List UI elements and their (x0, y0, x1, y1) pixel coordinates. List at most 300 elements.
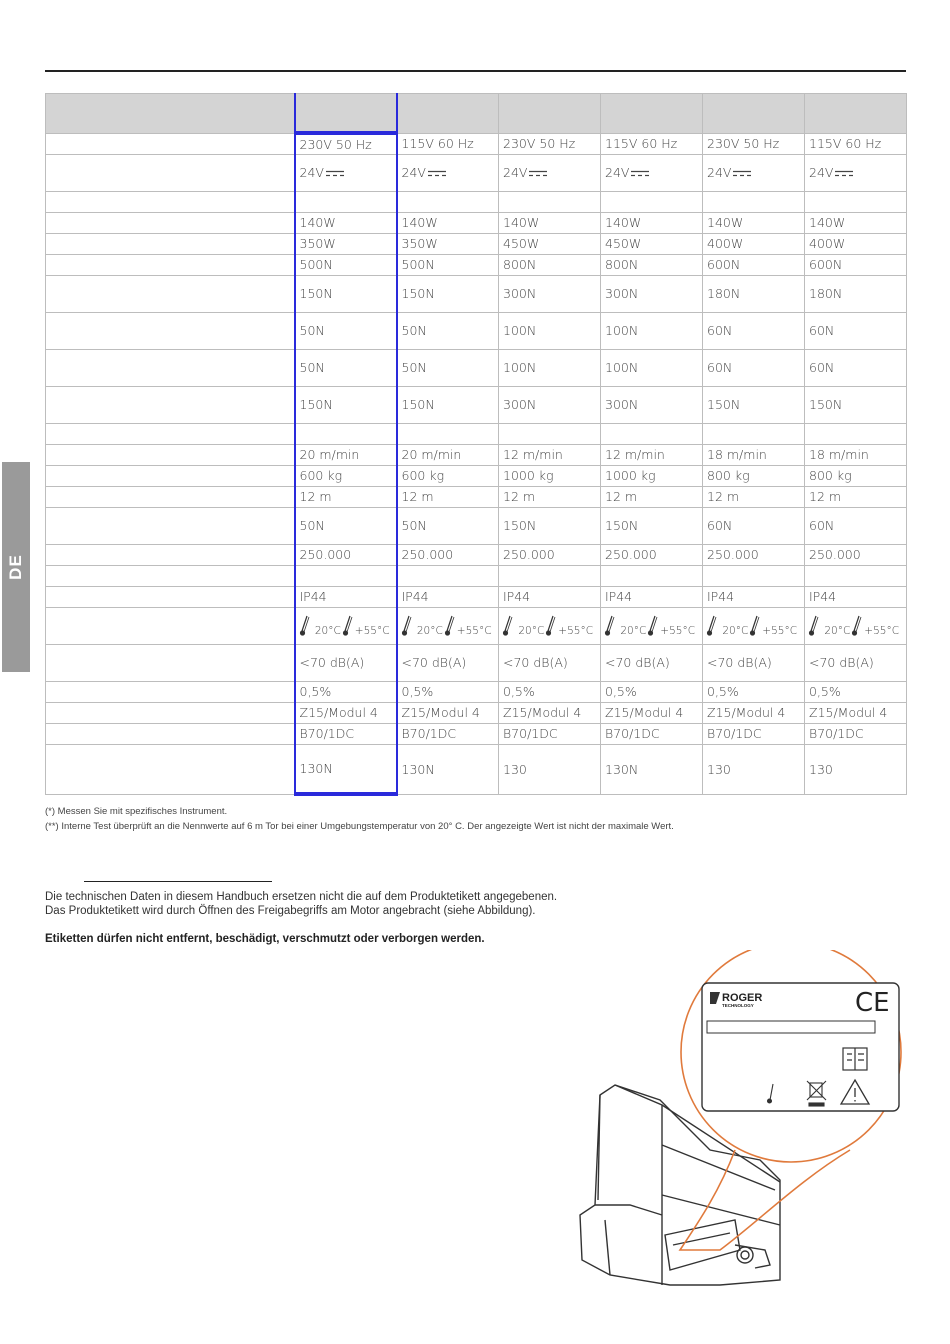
value-cell (295, 191, 397, 212)
cell-value: 60N (707, 323, 733, 338)
row-label-cell (46, 507, 295, 544)
cell-value: 0,5% (809, 684, 841, 699)
table-row (46, 565, 907, 586)
cell-value: B70/1DC (707, 726, 762, 741)
cell-value: IP44 (605, 589, 633, 604)
row-label-cell (46, 744, 295, 794)
footnote-1: (*) Messen Sie mit spezifisches Instrument. (45, 806, 228, 817)
row-label-cell (46, 423, 295, 444)
paragraph-line-2: Das Produktetikett wird durch Öffnen des Freigabegriffs am Motor angebracht (siehe Abbildung). (45, 905, 536, 917)
value-cell (601, 349, 703, 386)
value-cell (805, 486, 907, 507)
value-cell (295, 507, 397, 544)
cell-value: 115V 60 Hz (401, 136, 474, 151)
cell-value: 0,5% (707, 684, 739, 699)
value-cell (601, 444, 703, 465)
value-cell (601, 723, 703, 744)
value-cell (805, 544, 907, 565)
thermometer-icon (603, 615, 617, 637)
cell-value: 24V (809, 165, 834, 180)
table-row (46, 723, 907, 744)
cell-value: 24V (707, 165, 732, 180)
value-cell (295, 349, 397, 386)
value-cell (601, 212, 703, 233)
cell-value: IP44 (299, 589, 327, 604)
value-cell (805, 465, 907, 486)
value-cell (295, 681, 397, 702)
row-label-cell (46, 133, 295, 154)
cell-value: 60N (809, 518, 835, 533)
header-cell (703, 94, 805, 134)
value-cell (295, 386, 397, 423)
value-cell (805, 386, 907, 423)
value-cell (703, 275, 805, 312)
value-cell (397, 275, 499, 312)
cell-value: 12 m (299, 489, 332, 504)
value-cell (703, 681, 805, 702)
value-cell (295, 312, 397, 349)
table-row (46, 702, 907, 723)
technical-data-table (45, 93, 907, 796)
row-label-cell (46, 254, 295, 275)
value-cell (295, 444, 397, 465)
cell-value: B70/1DC (299, 726, 355, 741)
value-cell (499, 275, 601, 312)
cell-value: 24V (299, 165, 324, 180)
value-cell (601, 702, 703, 723)
value-cell (805, 154, 907, 191)
thermometer-icon (850, 615, 864, 637)
row-label-cell (46, 486, 295, 507)
row-label-cell (46, 586, 295, 607)
value-cell (295, 723, 397, 744)
value-cell (499, 191, 601, 212)
value-cell (295, 644, 397, 681)
cell-value: Z15/Modul 4 (299, 705, 378, 720)
cell-value: Z15/Modul 4 (707, 705, 786, 720)
cell-value: 600 kg (401, 468, 445, 483)
cell-value: 400W (707, 236, 744, 251)
value-cell (703, 191, 805, 212)
value-cell (295, 233, 397, 254)
cell-value: 115V 60 Hz (809, 136, 882, 151)
cell-value: 800N (605, 257, 639, 272)
value-cell (397, 233, 499, 254)
value-cell (499, 444, 601, 465)
value-cell (601, 486, 703, 507)
temp-low-label: 20°C (311, 624, 341, 637)
cell-value: IP44 (809, 589, 837, 604)
cell-value: IP44 (707, 589, 735, 604)
cell-value: 60N (707, 518, 733, 533)
cell-value: 100N (503, 323, 537, 338)
cell-value: 130 (707, 761, 731, 777)
thermometer-icon (646, 615, 660, 637)
header-cell (805, 94, 907, 134)
value-cell (805, 254, 907, 275)
cell-value: 150N (503, 518, 537, 533)
value-cell (295, 565, 397, 586)
value-cell (397, 154, 499, 191)
cell-value: 600 kg (299, 468, 343, 483)
temp-low-label: 20°C (515, 624, 545, 637)
cell-value: <70 dB(A) (401, 655, 467, 670)
value-cell (601, 644, 703, 681)
value-cell (805, 191, 907, 212)
table-row (46, 586, 907, 607)
value-cell (703, 154, 805, 191)
value-cell (703, 544, 805, 565)
thermometer-icon (298, 615, 312, 637)
cell-value: 150N (299, 286, 333, 301)
value-cell (703, 349, 805, 386)
value-cell (601, 423, 703, 444)
value-cell (295, 212, 397, 233)
cell-value: 50N (401, 360, 427, 375)
table-row (46, 233, 907, 254)
value-cell (703, 607, 805, 644)
label-brand-sub: TECHNOLOGY (722, 1003, 754, 1008)
value-cell (397, 744, 499, 794)
row-label-cell (46, 444, 295, 465)
cell-value: 100N (605, 323, 639, 338)
thermometer-icon (748, 615, 762, 637)
cell-value: 250.000 (707, 547, 759, 562)
cell-value: 450W (605, 236, 642, 251)
cell-value: 450W (503, 236, 540, 251)
value-cell (805, 312, 907, 349)
value-cell (499, 586, 601, 607)
table-row (46, 744, 907, 794)
cell-value: 140W (299, 215, 336, 230)
cell-value: 115V 60 Hz (605, 136, 678, 151)
cell-value: B70/1DC (605, 726, 660, 741)
value-cell (499, 723, 601, 744)
value-cell (703, 133, 805, 154)
value-cell (805, 507, 907, 544)
row-label-cell (46, 544, 295, 565)
temp-low-label: 20°C (719, 624, 749, 637)
table-row (46, 254, 907, 275)
language-tab (2, 462, 30, 672)
cell-value: 100N (503, 360, 537, 375)
cell-value: 0,5% (299, 684, 332, 699)
value-cell (499, 507, 601, 544)
cell-value: Z15/Modul 4 (809, 705, 888, 720)
cell-value: Z15/Modul 4 (503, 705, 582, 720)
row-label-cell (46, 154, 295, 191)
dc-symbol-icon (529, 170, 547, 177)
value-cell (397, 349, 499, 386)
product-label-illustration (570, 950, 930, 1295)
cell-value: 150N (299, 397, 333, 412)
cell-value: 20 m/min (401, 447, 462, 462)
value-cell (805, 133, 907, 154)
table-row (46, 191, 907, 212)
row-label-cell (46, 349, 295, 386)
cell-value: 12 m (401, 489, 434, 504)
value-cell (397, 507, 499, 544)
value-cell (703, 386, 805, 423)
row-label-cell (46, 644, 295, 681)
table-row (46, 423, 907, 444)
cell-value: 300N (605, 397, 639, 412)
value-cell (499, 154, 601, 191)
temp-high-label: +55°C (660, 624, 696, 637)
value-cell (601, 312, 703, 349)
value-cell (499, 544, 601, 565)
cell-value: 300N (503, 286, 537, 301)
cell-value: <70 dB(A) (605, 655, 670, 670)
value-cell (397, 312, 499, 349)
value-cell (601, 275, 703, 312)
value-cell (703, 586, 805, 607)
table-row (46, 312, 907, 349)
cell-value: <70 dB(A) (809, 655, 874, 670)
value-cell (703, 744, 805, 794)
cell-value: IP44 (401, 589, 429, 604)
table-row (46, 644, 907, 681)
cell-value: B70/1DC (809, 726, 864, 741)
ce-mark: CE (855, 988, 890, 1018)
value-cell (499, 349, 601, 386)
thermometer-icon (341, 615, 355, 637)
cell-value: B70/1DC (401, 726, 457, 741)
paragraph-line-1: Die technischen Daten in diesem Handbuch ersetzen nicht die auf dem Produktetikett angegebenen. (45, 891, 558, 903)
row-label-cell (46, 565, 295, 586)
value-cell (397, 586, 499, 607)
value-cell (295, 423, 397, 444)
value-cell (805, 586, 907, 607)
value-cell (397, 681, 499, 702)
table-row (46, 544, 907, 565)
value-cell (499, 681, 601, 702)
table-row (46, 349, 907, 386)
cell-value: 140W (605, 215, 642, 230)
table-row (46, 275, 907, 312)
cell-value: 140W (503, 215, 540, 230)
value-cell (499, 312, 601, 349)
value-cell (601, 681, 703, 702)
value-cell (499, 386, 601, 423)
thermometer-icon (501, 615, 515, 637)
table-row (46, 486, 907, 507)
table-header-row (46, 94, 907, 134)
cell-value: 0,5% (401, 684, 434, 699)
value-cell (703, 423, 805, 444)
cell-value: 12 m/min (605, 447, 665, 462)
cell-value: 130 (503, 761, 527, 777)
value-cell (805, 681, 907, 702)
temp-high-label: +55°C (558, 624, 594, 637)
cell-value: 150N (707, 397, 741, 412)
value-cell (295, 254, 397, 275)
value-cell (397, 254, 499, 275)
cell-value: 20 m/min (299, 447, 360, 462)
value-cell (805, 702, 907, 723)
value-cell (499, 565, 601, 586)
cell-value: 180N (707, 286, 741, 301)
value-cell (601, 465, 703, 486)
label-warning: Etiketten dürfen nicht entfernt, beschädigt, verschmutzt oder verborgen werden. (45, 933, 485, 945)
cell-value: 50N (299, 518, 325, 533)
value-cell (499, 607, 601, 644)
table-row (46, 507, 907, 544)
cell-value: 12 m (809, 489, 842, 504)
cell-value: 150N (401, 286, 435, 301)
value-cell (295, 702, 397, 723)
value-cell (295, 486, 397, 507)
footnotes (45, 804, 674, 834)
cell-value: 130N (401, 761, 435, 777)
table-row (46, 607, 907, 644)
cell-value: 1000 kg (605, 468, 656, 483)
row-label-cell (46, 233, 295, 254)
row-label-cell (46, 386, 295, 423)
cell-value: 12 m (707, 489, 740, 504)
value-cell (295, 744, 397, 794)
cell-value: 24V (605, 165, 630, 180)
label-brand: ROGER (722, 992, 763, 1004)
value-cell (805, 275, 907, 312)
row-label-cell (46, 702, 295, 723)
value-cell (397, 702, 499, 723)
header-cell (499, 94, 601, 134)
cell-value: IP44 (503, 589, 531, 604)
value-cell (805, 607, 907, 644)
temp-low-label: 20°C (413, 624, 443, 637)
dc-symbol-icon (326, 170, 344, 177)
value-cell (601, 254, 703, 275)
value-cell (805, 423, 907, 444)
cell-value: 12 m (605, 489, 638, 504)
value-cell (805, 349, 907, 386)
thermometer-icon (544, 615, 558, 637)
cell-value: 60N (809, 323, 835, 338)
value-cell (703, 565, 805, 586)
value-cell (805, 565, 907, 586)
row-label-cell (46, 723, 295, 744)
cell-value: 24V (401, 165, 426, 180)
cell-value: Z15/Modul 4 (401, 705, 480, 720)
cell-value: 800N (503, 257, 537, 272)
value-cell (601, 586, 703, 607)
cell-value: 250.000 (299, 547, 352, 562)
cell-value: 130N (605, 761, 639, 777)
value-cell (397, 386, 499, 423)
value-cell (601, 133, 703, 154)
temp-high-label: +55°C (864, 624, 900, 637)
value-cell (397, 644, 499, 681)
cell-value: 18 m/min (707, 447, 767, 462)
language-tab-label: DE (6, 554, 25, 580)
value-cell (703, 312, 805, 349)
cell-value: 250.000 (605, 547, 657, 562)
row-label-cell (46, 607, 295, 644)
cell-value: <70 dB(A) (503, 655, 568, 670)
cell-value: B70/1DC (503, 726, 558, 741)
cell-value: 250.000 (503, 547, 555, 562)
value-cell (805, 744, 907, 794)
value-cell (601, 191, 703, 212)
dc-symbol-icon (428, 170, 446, 177)
value-cell (499, 744, 601, 794)
temp-high-label: +55°C (456, 624, 492, 637)
cell-value: 500N (299, 257, 333, 272)
cell-value: 1000 kg (503, 468, 554, 483)
cell-value: 12 m (503, 489, 536, 504)
value-cell (499, 212, 601, 233)
value-cell (703, 254, 805, 275)
value-cell (397, 544, 499, 565)
cell-value: <70 dB(A) (707, 655, 772, 670)
header-cell-highlighted (295, 94, 397, 134)
value-cell (703, 702, 805, 723)
cell-value: 150N (401, 397, 435, 412)
cell-value: 230V 50 Hz (299, 136, 372, 152)
row-label-cell (46, 465, 295, 486)
dc-symbol-icon (631, 170, 649, 177)
header-cell (46, 94, 295, 134)
cell-value: 600N (809, 257, 843, 272)
value-cell (805, 212, 907, 233)
value-cell (703, 233, 805, 254)
value-cell (703, 507, 805, 544)
cell-value: 600N (707, 257, 741, 272)
value-cell (601, 565, 703, 586)
footnote-2: (**) Interne Test überprüft an die Nennwerte auf 6 m Tor bei einer Umgebungstemperatur von 20° C. Der angezeigte Wert ist nicht der maximale Wert. (45, 821, 674, 832)
value-cell (703, 644, 805, 681)
cell-value: 60N (707, 360, 733, 375)
section-rule (84, 881, 272, 882)
thermometer-icon (443, 615, 457, 637)
value-cell (397, 486, 499, 507)
cell-value: 18 m/min (809, 447, 869, 462)
value-cell (295, 465, 397, 486)
cell-value: 250.000 (401, 547, 454, 562)
value-cell (499, 702, 601, 723)
value-cell (703, 723, 805, 744)
value-cell (601, 744, 703, 794)
header-cell (397, 94, 499, 134)
value-cell (805, 644, 907, 681)
cell-value: 50N (299, 323, 325, 338)
row-label-cell (46, 212, 295, 233)
value-cell (295, 544, 397, 565)
cell-value: 300N (605, 286, 639, 301)
value-cell (703, 465, 805, 486)
table-row (46, 444, 907, 465)
value-cell (499, 133, 601, 154)
value-cell (397, 133, 499, 154)
cell-value: 180N (809, 286, 843, 301)
cell-value: 130N (299, 760, 333, 776)
value-cell (601, 154, 703, 191)
value-cell (703, 212, 805, 233)
cell-value: 12 m/min (503, 447, 563, 462)
header-cell (601, 94, 703, 134)
value-cell (703, 486, 805, 507)
cell-value: 50N (299, 360, 325, 375)
temp-high-label: +55°C (354, 624, 390, 637)
temp-high-label: +55°C (762, 624, 798, 637)
value-cell (601, 507, 703, 544)
cell-value: 800 kg (707, 468, 750, 483)
value-cell (295, 586, 397, 607)
cell-value: 140W (707, 215, 744, 230)
value-cell (601, 544, 703, 565)
cell-value: 130 (809, 761, 833, 777)
